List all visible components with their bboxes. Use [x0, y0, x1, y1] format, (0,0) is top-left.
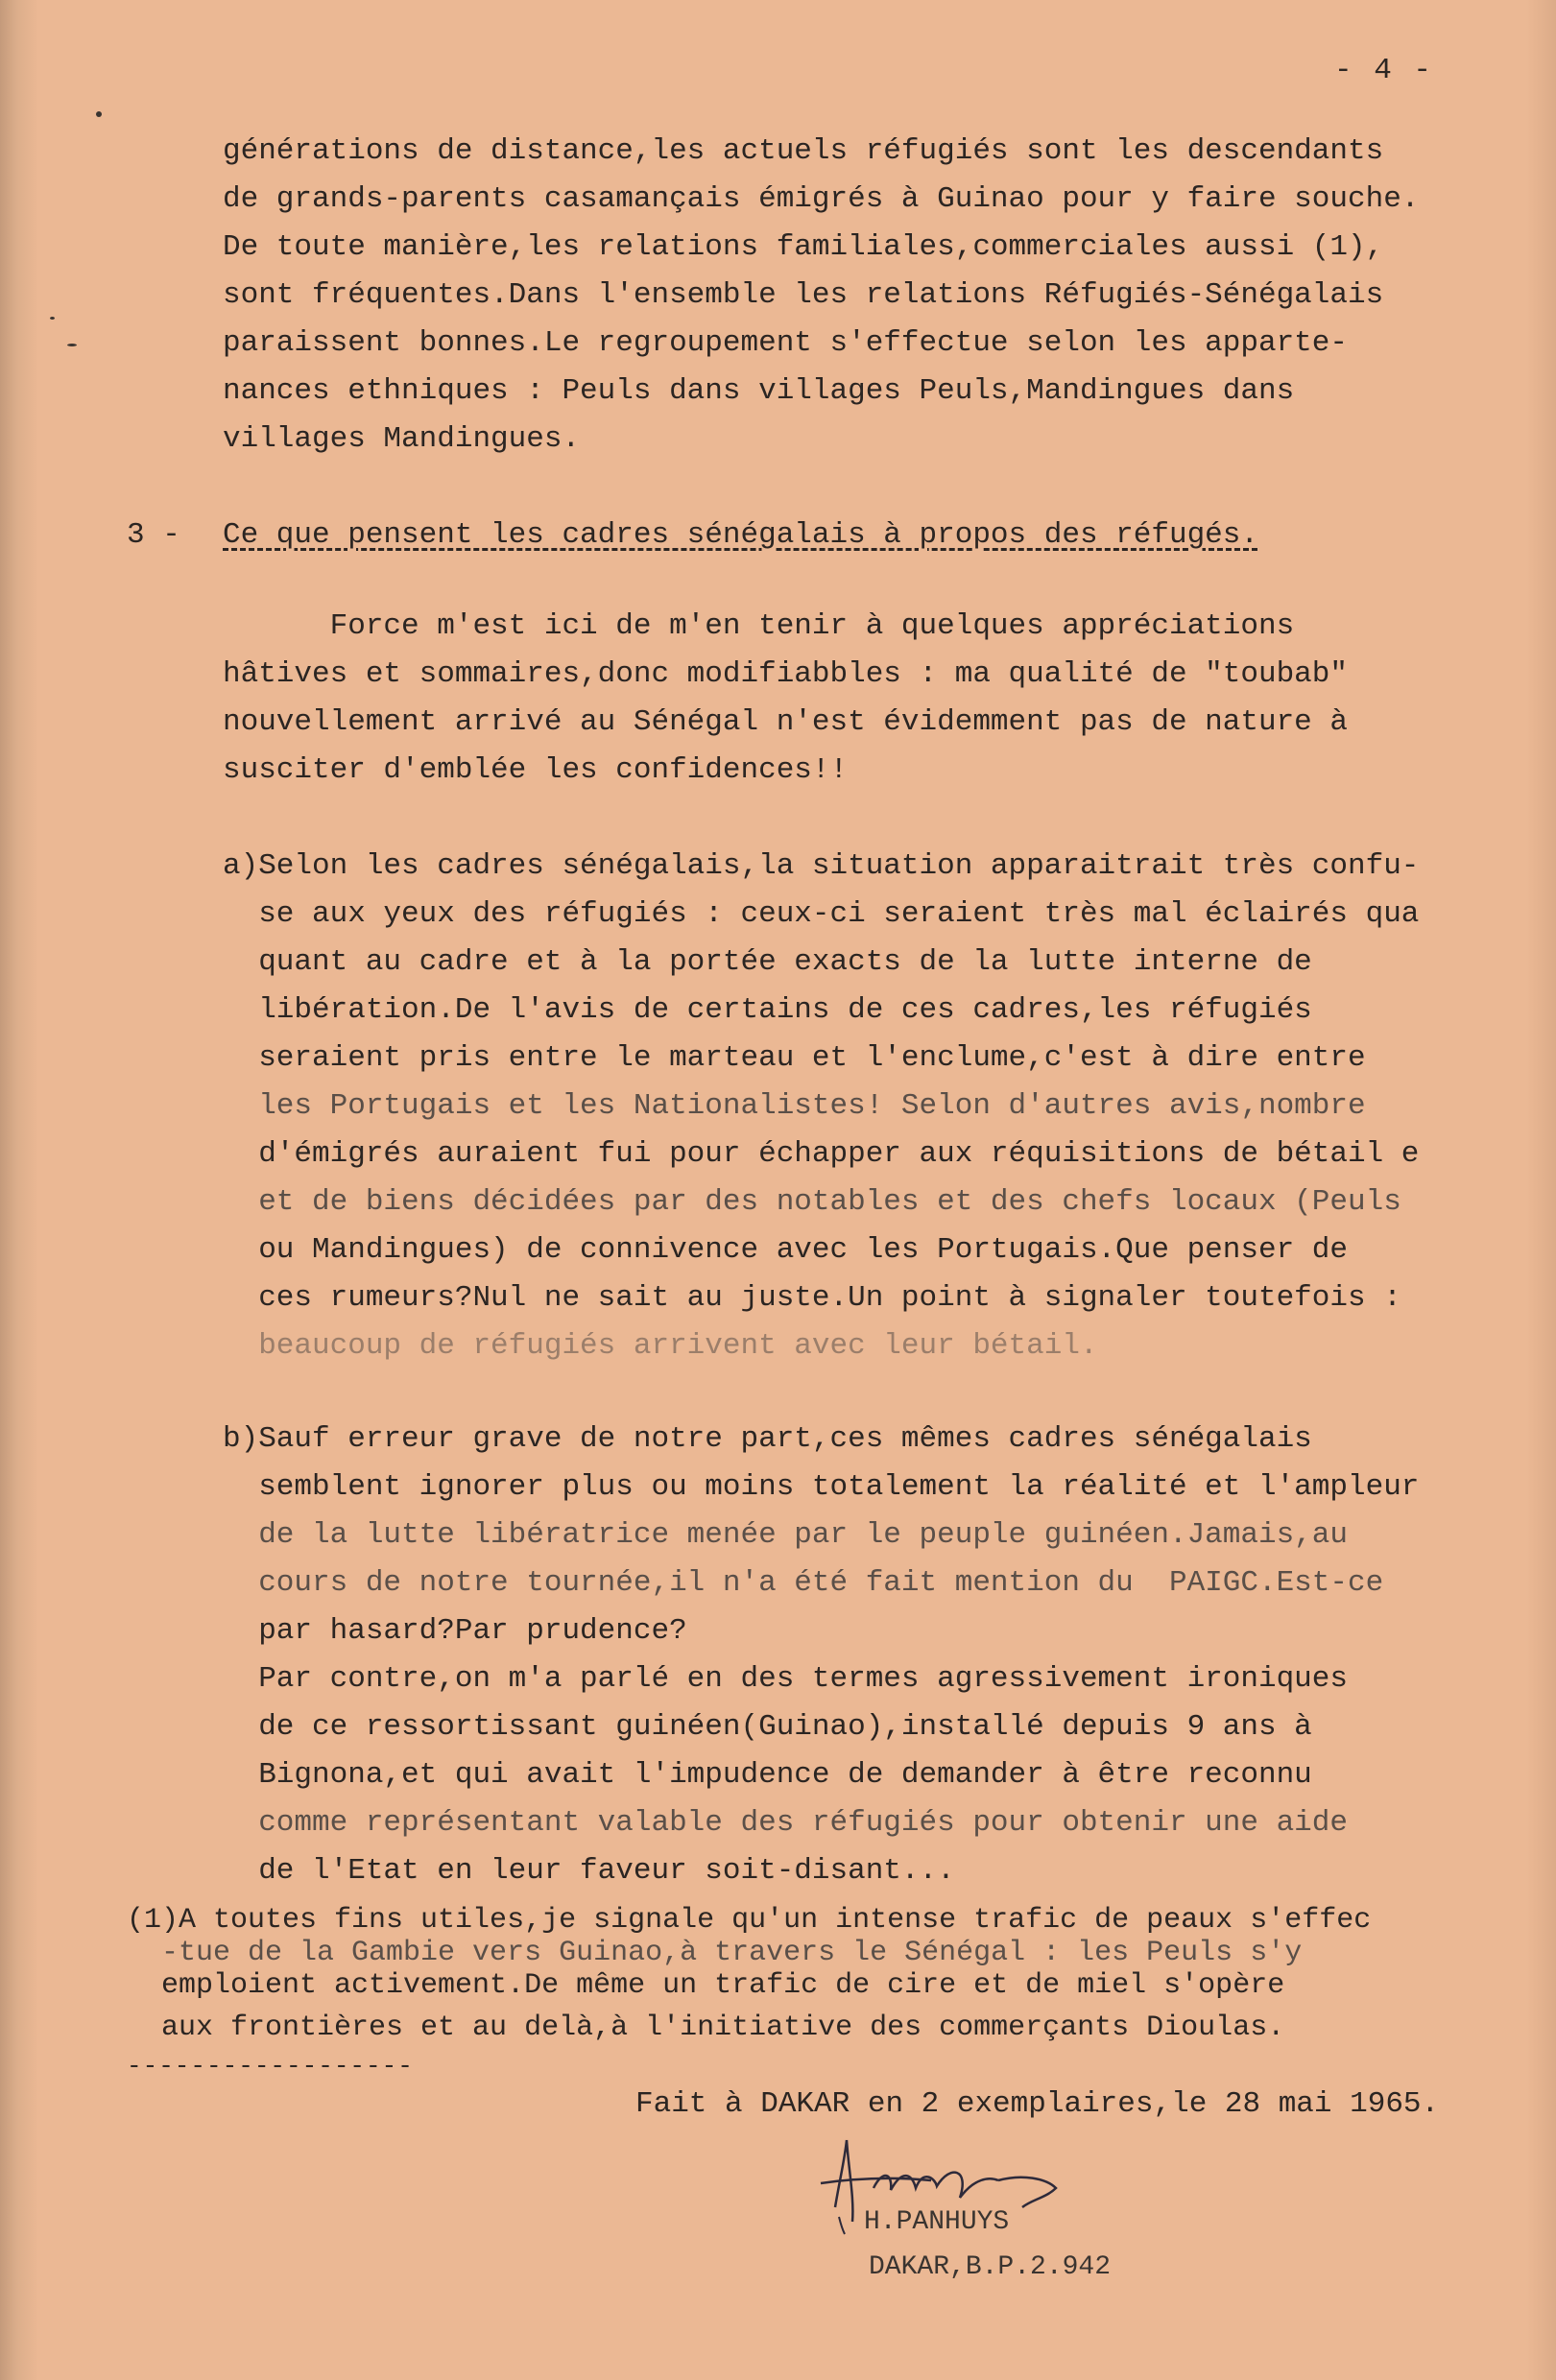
text-line: Par contre,on m'a parlé en des termes agressivement ironiques: [223, 1662, 1348, 1696]
text-line: villages Mandingues.: [223, 422, 581, 456]
text-line: b)Sauf erreur grave de notre part,ces mêmes cadres sénégalais: [223, 1422, 1312, 1456]
text-line: seraient pris entre le marteau et l'enclume,c'est à dire entre: [223, 1041, 1366, 1075]
text-line: hâtives et sommaires,donc modifiabbles : ma qualité de "toubab": [223, 657, 1348, 691]
text-line: se aux yeux des réfugiés : ceux-ci seraient très mal éclairés qua: [223, 897, 1420, 931]
text-line: quant au cadre et à la portée exacts de la lutte interne de: [223, 945, 1312, 979]
text-line: de la lutte libératrice menée par le peuple guinéen.Jamais,au: [223, 1518, 1348, 1552]
signatory-name: H.PANHUYS: [864, 2207, 1010, 2237]
footnote-line: aux frontières et au delà,à l'initiative des commerçants Dioulas.: [127, 2011, 1285, 2044]
footnote-line: emploient activement.De même un trafic de cire et de miel s'opère: [127, 1969, 1285, 2002]
closing-place-date: Fait à DAKAR en 2 exemplaires,le 28 mai 1965.: [635, 2087, 1440, 2121]
text-line: Bignona,et qui avait l'impudence de demander à être reconnu: [223, 1758, 1312, 1792]
text-line: de grands-parents casamançais émigrés à Guinao pour y faire souche.: [223, 182, 1420, 216]
text-line: de ce ressortissant guinéen(Guinao),installé depuis 9 ans à: [223, 1710, 1312, 1744]
footnote-line: (1)A toutes fins utiles,je signale qu'un intense trafic de peaux s'effec: [127, 1904, 1372, 1937]
text-line: ces rumeurs?Nul ne sait au juste.Un point à signaler toutefois :: [223, 1281, 1401, 1315]
footnote-line: -tue de la Gambie vers Guinao,à travers le Sénégal : les Peuls s'y: [127, 1937, 1303, 1969]
text-line: cours de notre tournée,il n'a été fait mention du PAIGC.Est-ce: [223, 1566, 1384, 1600]
text-line: et de biens décidées par des notables et des chefs locaux (Peuls: [223, 1185, 1401, 1219]
text-line: beaucoup de réfugiés arrivent avec leur bétail.: [223, 1329, 1098, 1363]
signatory-address: DAKAR,B.P.2.942: [869, 2252, 1112, 2282]
text-line: générations de distance,les actuels réfugiés sont les descendants: [223, 134, 1384, 168]
paper-speck: [67, 344, 77, 346]
section-number: 3 -: [127, 518, 180, 552]
text-line: nances ethniques : Peuls dans villages Peuls,Mandingues dans: [223, 374, 1295, 408]
text-line: comme représentant valable des réfugiés pour obtenir une aide: [223, 1806, 1348, 1840]
paper-speck: [96, 111, 102, 117]
text-line: sont fréquentes.Dans l'ensemble les relations Réfugiés-Sénégalais: [223, 278, 1384, 312]
text-line: de l'Etat en leur faveur soit-disant...: [223, 1854, 955, 1888]
text-line: les Portugais et les Nationalistes! Selon d'autres avis,nombre: [223, 1089, 1366, 1123]
section-heading: Ce que pensent les cadres sénégalais à propos des réfugés.: [223, 518, 1258, 552]
text-line: susciter d'emblée les confidences!!: [223, 753, 849, 787]
text-line: nouvellement arrivé au Sénégal n'est évidemment pas de nature à: [223, 705, 1348, 739]
text-line: De toute manière,les relations familiales,commerciales aussi (1),: [223, 230, 1384, 264]
text-line: semblent ignorer plus ou moins totalement la réalité et l'ampleur: [223, 1470, 1420, 1504]
footnote-separator: ------------------: [127, 2052, 414, 2081]
text-line: par hasard?Par prudence?: [223, 1614, 687, 1648]
text-line: Force m'est ici de m'en tenir à quelques appréciations: [223, 609, 1295, 643]
text-line: paraissent bonnes.Le regroupement s'effectue selon les apparte-: [223, 326, 1348, 360]
text-line: a)Selon les cadres sénégalais,la situation apparaitrait très confu-: [223, 849, 1420, 883]
paper-speck: [50, 317, 55, 320]
text-line: d'émigrés auraient fui pour échapper aux réquisitions de bétail e: [223, 1137, 1420, 1171]
text-line: libération.De l'avis de certains de ces cadres,les réfugiés: [223, 993, 1312, 1027]
page-number: - 4 -: [1334, 54, 1434, 87]
text-line: ou Mandingues) de connivence avec les Portugais.Que penser de: [223, 1233, 1348, 1267]
